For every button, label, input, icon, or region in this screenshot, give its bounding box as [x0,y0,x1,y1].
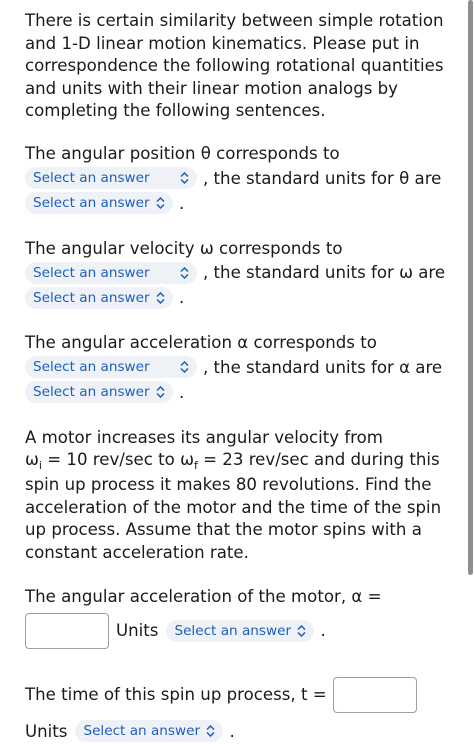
q3-period: . [179,382,185,402]
accel-prompt: The angular acceleration of the motor, α = [25,587,382,607]
chevron-updown-icon [297,625,306,637]
time-units-label: Units [25,721,68,741]
accel-period: . [320,621,326,641]
q3-analog-select[interactable]: Select an answer [25,356,197,378]
chevron-updown-icon [156,292,165,304]
q3-text: The angular acceleration α corresponds to [25,333,377,353]
chevron-updown-icon [180,267,189,279]
accel-units-label: Units [116,621,159,641]
problem-statement [25,427,450,565]
chevron-updown-icon [180,172,189,184]
time-answer [25,676,450,744]
question-angular-position [25,143,450,216]
q1-period: . [179,193,185,213]
chevron-updown-icon [206,725,215,737]
q3-units-text: , the standard units for α are [203,357,443,377]
q2-units-text: , the standard units for ω are [203,263,446,283]
q1-units-text: , the standard units for θ are [203,168,442,188]
time-period: . [229,721,235,741]
question-angular-velocity [25,238,450,311]
accel-units-select[interactable]: Select an answer [166,620,314,642]
time-prompt: The time of this spin up process, t = [25,685,327,705]
accel-answer [25,586,450,650]
problem-line2: $\omega_i = 10$ rev/sec to $\omega_f = 23$ rev/sec and during this [25,450,440,473]
q3-units-select[interactable]: Select an answer [25,381,173,403]
problem-line1: A motor increases its angular velocity from [25,427,383,447]
time-units-select[interactable]: Select an answer [75,720,223,742]
q1-text: The angular position θ corresponds to [25,143,340,163]
vertical-scrollbar[interactable] [468,0,473,575]
question-angular-acceleration [25,332,450,405]
problem-rest: spin up process it makes 80 revolutions. Find the acceleration of the motor and the time of the spin up process. Assume that the motor spins with a constant acceleration rate. [25,474,442,562]
q2-period: . [179,288,185,308]
q2-units-select[interactable]: Select an answer [25,287,173,309]
q1-analog-select[interactable]: Select an answer [25,167,197,189]
q2-text: The angular velocity ω corresponds to [25,238,343,258]
q1-units-select[interactable]: Select an answer [25,192,173,214]
chevron-updown-icon [156,386,165,398]
q2-analog-select[interactable]: Select an answer [25,262,197,284]
chevron-updown-icon [156,197,165,209]
accel-input[interactable] [25,613,109,649]
intro-text: There is certain similarity between simple rotation and 1-D linear motion kinematics. Please put in correspondence the following rotational quantities and units with their linear motion analogs by completing the following sentences. [25,11,444,121]
chevron-updown-icon [180,361,189,373]
time-input[interactable] [333,677,417,713]
